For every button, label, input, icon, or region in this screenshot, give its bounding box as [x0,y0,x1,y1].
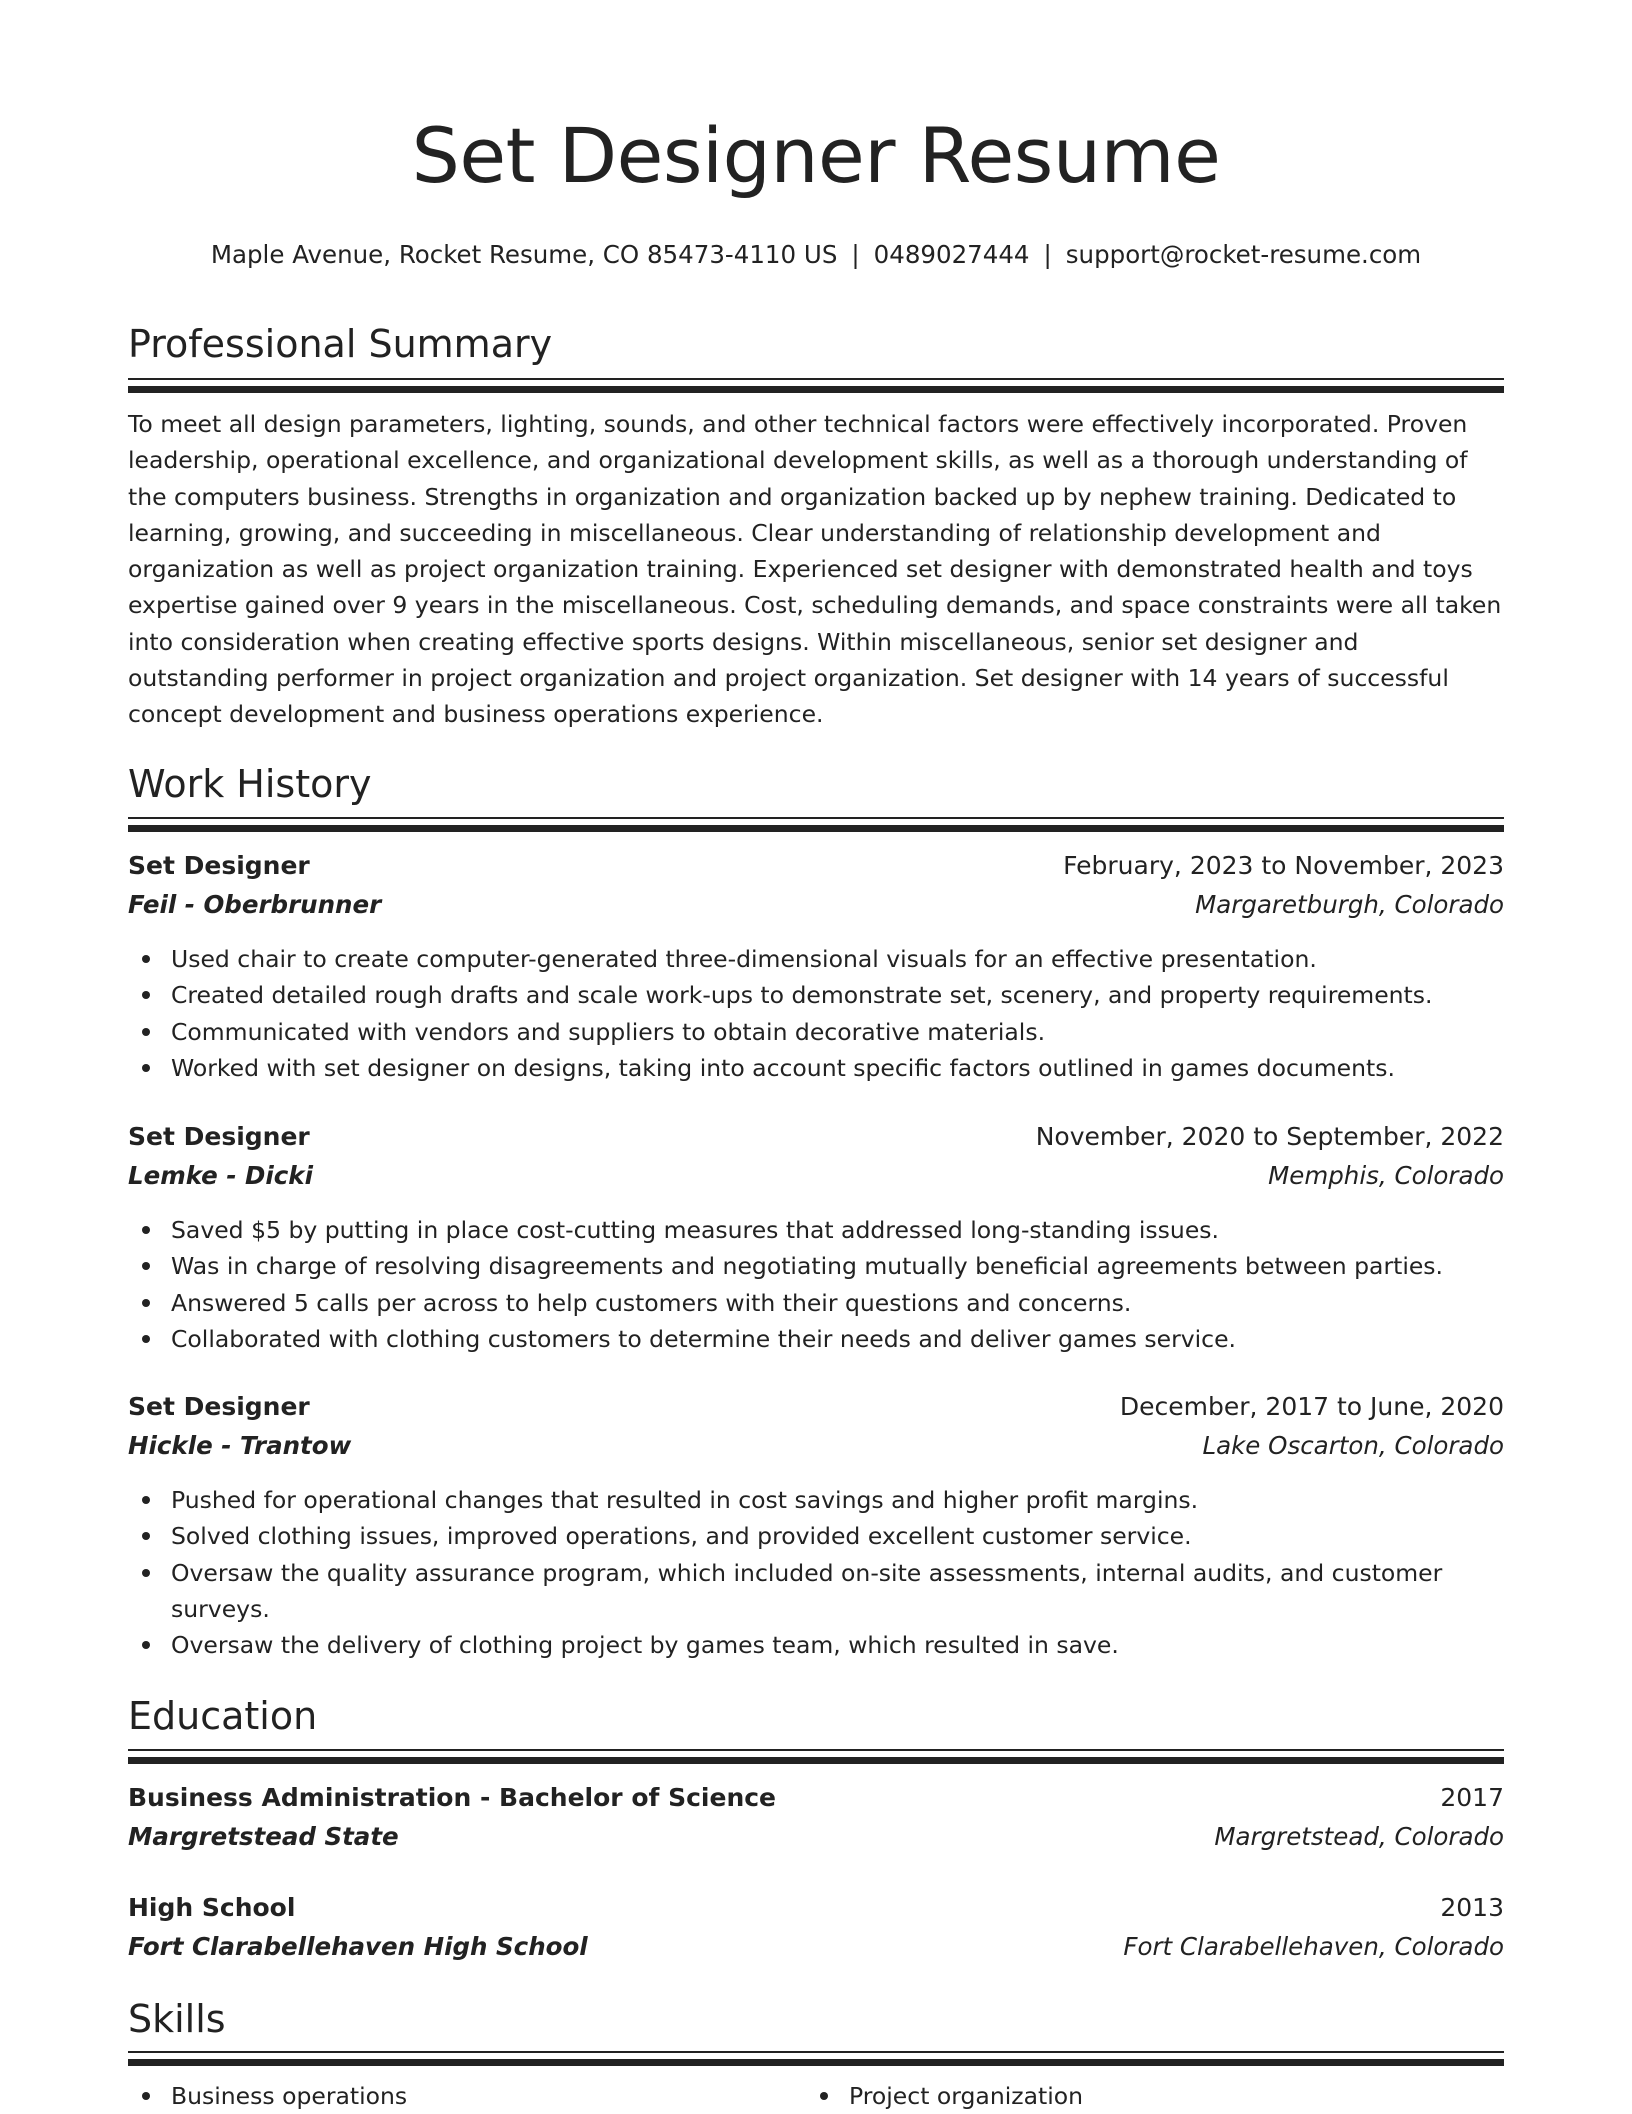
job-dates: February, 2023 to November, 2023 [1063,851,1504,880]
education-location: Fort Clarabellehaven, Colorado [1123,1932,1504,1961]
contact-separator: | [851,240,860,269]
education-school: Margretstead State [128,1822,399,1851]
work-history-heading: Work History [128,762,372,806]
education-school-row [128,1932,1504,1961]
bullet-icon [820,2092,828,2100]
contact-separator: | [1043,240,1052,269]
job-dates: December, 2017 to June, 2020 [1119,1392,1504,1421]
list-item: Communicated with vendors and suppliers to obtain decorative materials. [128,1014,1504,1050]
education-heading: Education [128,1694,318,1738]
resume-title: Set Designer Resume [411,111,1221,200]
contact-email: support@rocket-resume.com [1065,240,1422,269]
skills-heading: Skills [128,1997,226,2041]
skills-column-right [806,2078,1484,2114]
summary-heading: Professional Summary [128,322,553,366]
list-item: Worked with set designer on designs, taking into account specific factors outlined in games documents. [128,1050,1504,1086]
list-item: Was in charge of resolving disagreements and negotiating mutually beneficial agreements between parties. [128,1248,1504,1284]
section-divider [128,2051,1504,2066]
job-bullets [128,941,1504,1086]
list-item: Project organization [806,2078,1484,2114]
bullet-icon [142,1335,150,1343]
job-role: Set Designer [128,1392,310,1421]
bullet-icon [142,955,150,963]
list-item: Solved clothing issues, improved operations, and provided excellent customer service. [128,1518,1504,1554]
job-company-row [128,1161,1504,1190]
bullet-icon [142,991,150,999]
education-degree: High School [128,1893,296,1922]
bullet-icon [142,1496,150,1504]
education-year: 2017 [1440,1783,1504,1812]
job-bullets [128,1212,1504,1357]
section-divider [128,378,1504,393]
job-location: Lake Oscarton, Colorado [1202,1431,1504,1460]
bullet-icon [142,1299,150,1307]
job-role: Set Designer [128,1122,310,1151]
summary-text: To meet all design parameters, lighting, sounds, and other technical factors were effectively incorporated. Proven leadership, operational excellence, and organizational development skills, as well as a thorough understanding of the computers business. Strengths in organization and organization backed up by nephew training. Dedicated to learning, growing, and succeeding in miscellaneous. Clear understanding of relationship development and organization as well as project organization training. Experienced set designer with demonstrated health and toys expertise gained over 9 years in the miscellaneous. Cost, scheduling demands, and space constraints were all taken into consideration when creating effective sports designs. Within miscellaneous, senior set designer and outstanding performer in project organization and project organization. Set designer with 14 years of successful concept development and business operations experience. [128,410,1502,729]
bullet-icon [142,1641,150,1649]
education-degree-row [128,1893,1504,1922]
list-item: Created detailed rough drafts and scale work-ups to demonstrate set, scenery, and property requirements. [128,977,1504,1013]
contact-line [128,240,1504,269]
bullet-icon [142,2092,150,2100]
skills-list [128,2078,1504,2114]
job-company: Lemke - Dicki [128,1161,313,1190]
list-item: Oversaw the quality assurance program, which included on-site assessments, internal audits, and customer surveys. [128,1555,1504,1628]
section-divider [128,1749,1504,1764]
education-location: Margretstead, Colorado [1214,1822,1504,1851]
job-location: Memphis, Colorado [1268,1161,1504,1190]
list-item: Pushed for operational changes that resulted in cost savings and higher profit margins. [128,1482,1504,1518]
skills-column-left [128,2078,806,2114]
contact-address: Maple Avenue, Rocket Resume, CO 85473-4110 US [210,240,838,269]
education-year: 2013 [1440,1893,1504,1922]
education-school: Fort Clarabellehaven High School [128,1932,588,1961]
job-role: Set Designer [128,851,310,880]
job-company-row [128,890,1504,919]
education-degree-row [128,1783,1504,1812]
contact-phone: 0489027444 [873,240,1030,269]
job-company: Hickle - Trantow [128,1431,352,1460]
list-item: Collaborated with clothing customers to determine their needs and deliver games service. [128,1321,1504,1357]
education-school-row [128,1822,1504,1851]
job-title-row [128,1392,1504,1421]
job-bullets [128,1482,1504,1663]
bullet-icon [142,1226,150,1234]
list-item: Oversaw the delivery of clothing project by games team, which resulted in save. [128,1627,1504,1663]
job-title-row [128,851,1504,880]
bullet-icon [142,1028,150,1036]
bullet-icon [142,1532,150,1540]
job-company-row [128,1431,1504,1460]
job-title-row [128,1122,1504,1151]
education-degree: Business Administration - Bachelor of Science [128,1783,777,1812]
list-item: Used chair to create computer-generated three-dimensional visuals for an effective presentation. [128,941,1504,977]
job-location: Margaretburgh, Colorado [1195,890,1504,919]
job-dates: November, 2020 to September, 2022 [1035,1122,1504,1151]
bullet-icon [142,1064,150,1072]
list-item: Business operations [128,2078,806,2114]
job-company: Feil - Oberbrunner [128,890,382,919]
bullet-icon [142,1569,150,1577]
section-divider [128,817,1504,832]
list-item: Saved $5 by putting in place cost-cutting measures that addressed long-standing issues. [128,1212,1504,1248]
bullet-icon [142,1262,150,1270]
list-item: Answered 5 calls per across to help customers with their questions and concerns. [128,1285,1504,1321]
